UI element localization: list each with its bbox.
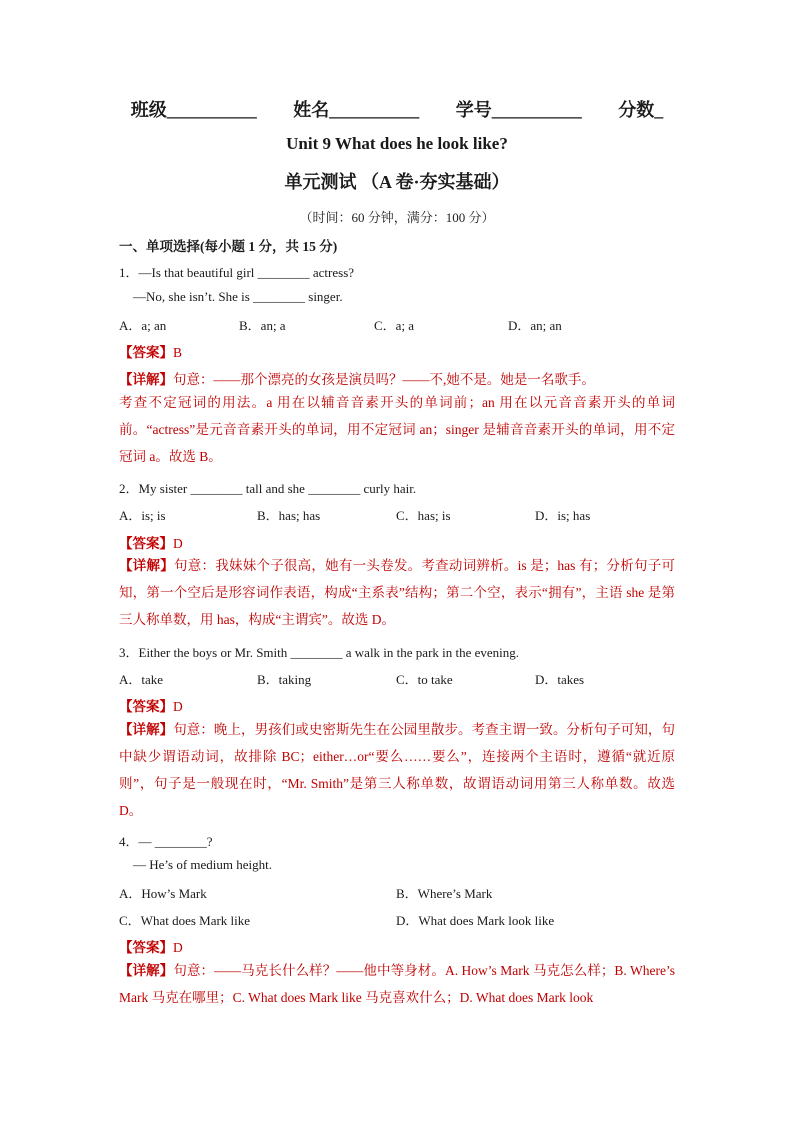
q2-option-a: A．is; is	[119, 508, 166, 523]
question-2-stem: 2．My sister ________ tall and she ________ curly hair.	[119, 481, 417, 496]
class-field: 班级__________	[130, 100, 257, 120]
answer-value: D	[173, 940, 183, 955]
test-subtitle: 单元测试 （A 卷·夯实基础）	[284, 172, 510, 192]
q1-option-b: B．an; a	[239, 318, 286, 333]
q2-answer	[119, 532, 183, 552]
q3-option-b: B．taking	[257, 672, 312, 687]
q3-answer	[119, 695, 183, 715]
detail-text: 句意：——那个漂亮的女孩是演员吗？——不,她不是。她是一名歌手。	[173, 372, 595, 387]
detail-text: 句意：我妹妹个子很高，她有一头卷发。考查动词辨析。is 是；has 有；分析句子可知，第一个空后是形容词作表语，构成“主系表”结构；第二个空，表示“拥有”，主语 she 是第三人称单数，用 has，构成“主谓宾”。故选 D。	[119, 558, 676, 627]
detail-label: 【详解】	[119, 558, 174, 573]
q3-option-c: C．to take	[396, 672, 453, 687]
question-4-stem-2: — He’s of medium height.	[133, 857, 273, 872]
q1-answer	[119, 341, 182, 361]
q1-option-c: C．a; a	[374, 318, 415, 333]
answer-value: B	[173, 345, 183, 360]
q3-option-d: D．takes	[535, 672, 585, 687]
answer-label: 【答案】	[119, 699, 173, 714]
test-meta: （时间：60 分钟，满分：100 分）	[299, 210, 495, 225]
question-1-stem: 1．—Is that beautiful girl ________ actress?	[119, 265, 355, 280]
q3-option-a: A．take	[119, 672, 164, 687]
q2-option-d: D．is; has	[535, 508, 591, 523]
answer-label: 【答案】	[119, 940, 173, 955]
q4-option-a: A．How’s Mark	[119, 886, 207, 901]
q4-detail	[119, 957, 675, 1011]
question-1-stem-2: —No, she isn’t. She is ________ singer.	[133, 289, 343, 304]
q2-detail	[119, 552, 675, 633]
q2-option-b: B．has; has	[257, 508, 321, 523]
detail-label: 【详解】	[119, 372, 173, 387]
student-id-field: 学号__________	[455, 100, 582, 120]
detail-text: 句意：晚上，男孩们或史密斯先生在公园里散步。考查主谓一致。分析句子可知，句中缺少谓语动词，故排除 BC；either…or“要么……要么”，连接两个主语时，遵循“就近原则”，句子是一般现在时，“Mr. Smith”是第三人称单数，故谓语动词用第三人称单数。故选 D。	[119, 722, 675, 818]
name-field: 姓名__________	[293, 100, 420, 120]
q4-option-d: D．What does Mark look like	[396, 913, 555, 928]
q4-option-b: B．Where’s Mark	[396, 886, 493, 901]
question-4-stem: 4．— ________?	[119, 834, 213, 849]
answer-label: 【答案】	[119, 536, 173, 551]
question-3-stem: 3．Either the boys or Mr. Smith ________ a walk in the park in the evening.	[119, 645, 520, 660]
q1-option-d: D．an; an	[508, 318, 562, 333]
q1-detail-line-1	[119, 368, 595, 388]
section-heading: 一、单项选择(每小题 1 分，共 15 分)	[119, 239, 338, 254]
q1-detail-explanation: 考查不定冠词的用法。a 用在以辅音音素开头的单词前；an 用在以元音音素开头的单词前。“actress”是元音音素开头的单词，用不定冠词 an；singer 是辅音音素开头的单词，用不定冠词 a。故选 B。	[119, 395, 675, 464]
score-field: 分数_	[618, 100, 664, 120]
q4-answer	[119, 936, 183, 956]
q2-option-c: C．has; is	[396, 508, 451, 523]
q3-detail	[119, 716, 675, 824]
answer-value: D	[173, 699, 183, 714]
q4-option-c: C．What does Mark like	[119, 913, 251, 928]
student-info-row	[0, 96, 794, 122]
unit-title: Unit 9 What does he look like?	[286, 134, 508, 153]
detail-label: 【详解】	[119, 963, 174, 978]
detail-label: 【详解】	[119, 722, 174, 737]
answer-value: D	[173, 536, 183, 551]
detail-text: 句意：——马克长什么样？——他中等身材。A. How’s Mark 马克怎么样；B. Where’s Mark 马克在哪里；C. What does Mark like 马克喜欢什么；D. What does Mark look	[119, 963, 675, 1005]
answer-label: 【答案】	[119, 345, 173, 360]
q1-option-a: A．a; an	[119, 318, 167, 333]
